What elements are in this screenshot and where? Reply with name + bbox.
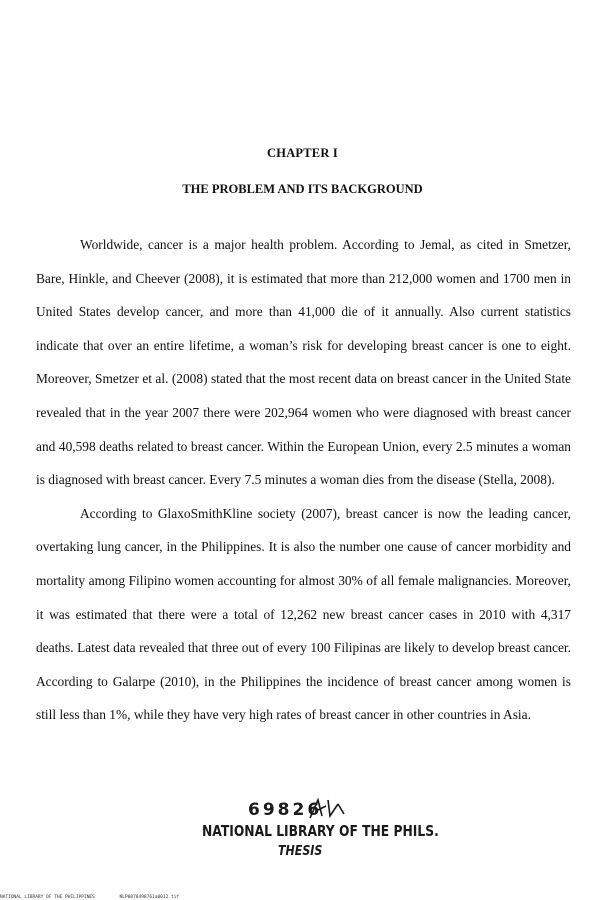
paragraph-1: Worldwide, cancer is a major health problem. According to Jemal, as cited in Smetzer, Bare, Hinkle, and Cheever (2008), it is estimated that more than 212,000 women and 1700 men in United States develop cancer, and more than 41,000 die of it annually. Also current statistics indicate that over an entire lifetime, a woman’s risk for developing breast cancer is one to eight. Moreover, Smetzer et al. (2008) stated that the most recent data on breast cancer in the United State revealed that in the year 2007 there were 202,964 women who were diagnosed with breast cancer and 40,598 deaths related to breast cancer. Within the European Union, every 2.5 minutes a woman is diagnosed with breast cancer. Every 7.5 minutes a woman dies from the disease (Stella, 2008). <box>36 237 571 488</box>
footer-filename: NLP0078498761a0012.tif <box>119 895 180 900</box>
chapter-title: THE PROBLEM AND ITS BACKGROUND <box>182 182 423 196</box>
library-stamp <box>196 800 439 870</box>
footer-library: NATIONAL LIBRARY OF THE PHILIPPINES <box>0 895 95 900</box>
paragraph-2: According to GlaxoSmithKline society (2007), breast cancer is now the leading cancer, overtaking lung cancer, in the Philippines. It is also the number one cause of cancer morbidity and mortality among Filipino women accounting for almost 30% of all female malignancies. Moreover, it was estimated that there were a total of 12,262 new breast cancer cases in 2010 with 4,317 deaths. Latest data revealed that three out of every 100 Filipinas are likely to develop breast cancer. According to Galarpe (2010), in the Philippines the incidence of breast cancer among women is still less than 1%, while they have very high rates of breast cancer in other countries in Asia. <box>36 505 571 723</box>
stamp-accession-number: 69826 <box>248 800 323 820</box>
scan-footer <box>0 895 300 900</box>
chapter-heading: CHAPTER I <box>267 146 338 160</box>
body-text <box>36 228 571 732</box>
stamp-library-name: NATIONAL LIBRARY OF THE PHILS. <box>202 822 439 840</box>
handwritten-initials-icon <box>308 796 348 822</box>
stamp-category: THESIS <box>278 844 323 859</box>
